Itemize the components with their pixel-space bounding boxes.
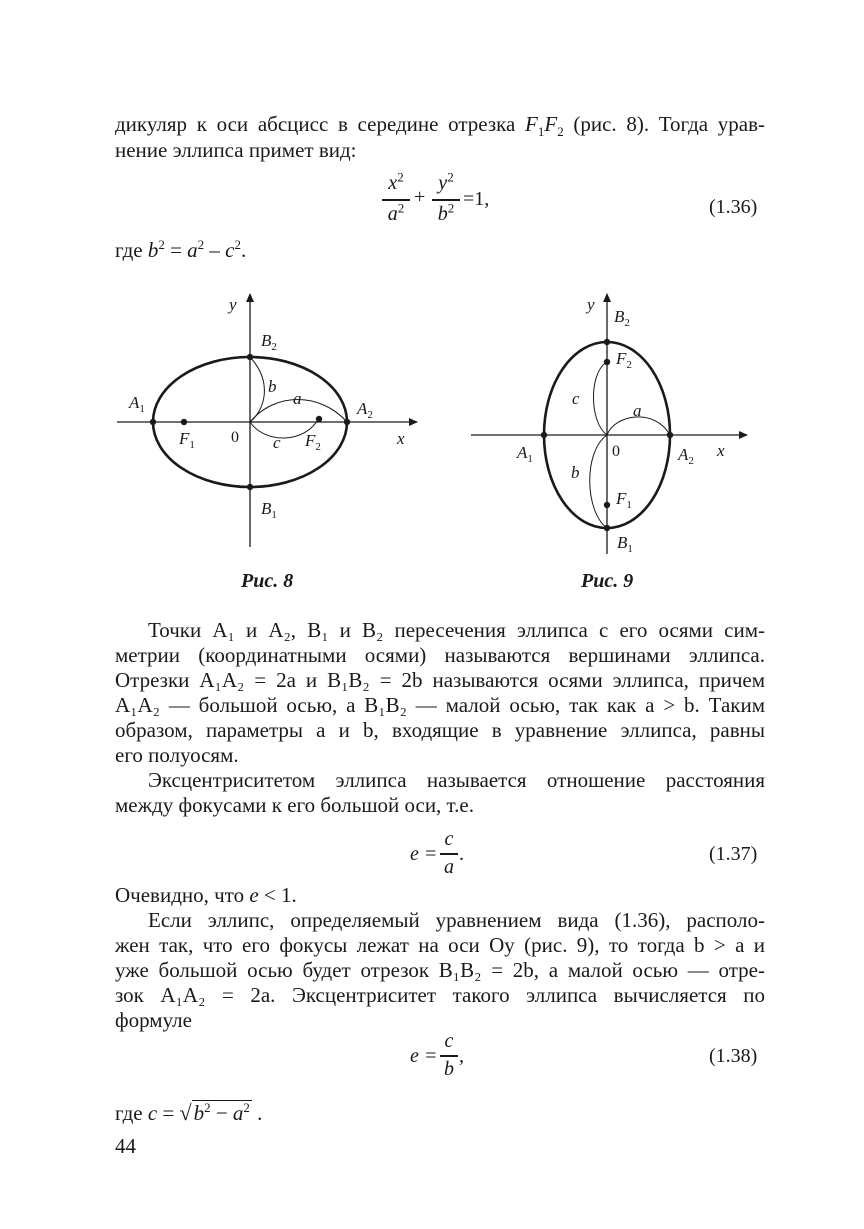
point-B2 xyxy=(247,354,253,360)
label-origin: 0 xyxy=(231,429,239,446)
eq-lhs: e = xyxy=(410,1045,438,1067)
equation-number: (1.36) xyxy=(709,196,758,218)
point-A1 xyxy=(541,432,547,438)
page-number: 44 xyxy=(115,1134,136,1158)
label-F2: $F_2$ xyxy=(305,431,321,453)
paragraph-line: A₁A₂ — большой осью, а B₁B₂ — малой осью, так как a > b. Таким xyxy=(115,693,765,717)
point-F2 xyxy=(604,359,610,365)
arc-c xyxy=(594,362,608,435)
text-span: дикуляр к оси абсцисс в середине отрезка xyxy=(115,112,526,136)
equation-number: (1.37) xyxy=(709,843,758,865)
where-c-line: где $c = √b^2 - a^2$ . xyxy=(115,1100,263,1125)
label-F2: $F_2$ xyxy=(616,349,632,371)
label-x: x xyxy=(717,441,725,460)
point-A2 xyxy=(344,419,350,425)
paragraph-line xyxy=(115,112,765,140)
label-F1: $F_1$ xyxy=(179,429,195,451)
point-F1 xyxy=(181,419,187,425)
paragraph-line: между фокусами к его большой оси, т.е. xyxy=(115,793,474,817)
paragraph-line: нение эллипса примет вид: xyxy=(115,138,357,162)
label-A1: $A_1$ xyxy=(129,393,145,415)
equation-number: (1.38) xyxy=(709,1045,758,1067)
sqrt-radicand: $b^2 - a^2$ xyxy=(193,1100,250,1125)
point-A2 xyxy=(667,432,673,438)
label-B2: $B_2$ xyxy=(614,307,630,329)
label-B1: $B_1$ xyxy=(617,533,633,555)
frac-den: b xyxy=(444,1058,454,1080)
frac-num: $y^2$ xyxy=(438,169,454,194)
fraction-bar xyxy=(440,1055,458,1057)
point-B1 xyxy=(247,484,253,490)
eq-end: . xyxy=(459,843,464,865)
label-a: a xyxy=(633,401,642,420)
figure-9-caption: Рис. 9 xyxy=(581,570,634,592)
figure-9-diagram xyxy=(465,282,755,572)
paragraph-line: Если эллипс, определяемый уравнением вида (1.36), располо- xyxy=(148,908,765,932)
label-b: b xyxy=(268,377,277,396)
fraction-bar xyxy=(440,853,458,855)
frac-num: c xyxy=(444,1030,454,1052)
label-b: b xyxy=(571,463,580,482)
paragraph-line: формуле xyxy=(115,1008,192,1032)
label-A2: $A_2$ xyxy=(357,399,373,421)
frac-den: $a^2$ xyxy=(387,200,405,225)
arc-b xyxy=(590,435,607,528)
label-y: y xyxy=(587,295,595,314)
paragraph-line: метрии (координатными осями) называются вершинами эллипса. xyxy=(115,643,765,667)
label-A1: $A_1$ xyxy=(517,443,533,465)
fraction-bar xyxy=(382,199,410,201)
where-b-line: где $b^2 = a^2 - c^2$. xyxy=(115,237,247,262)
point-B2 xyxy=(604,339,610,345)
subscript: 1 xyxy=(537,124,545,140)
label-c: c xyxy=(572,389,580,408)
sqrt-sign: √ xyxy=(179,1100,192,1125)
text-span: (рис. 8). Тогда урав- xyxy=(563,112,765,136)
label-a: a xyxy=(293,389,302,408)
eq-lhs: e = xyxy=(410,843,438,865)
subscript: 2 xyxy=(557,124,564,140)
paragraph-line: уже большой осью будет отрезок B₁B₂ = 2b, а малой осью — отре- xyxy=(115,958,765,982)
label-x: x xyxy=(397,429,405,448)
figure-8-diagram xyxy=(105,282,435,552)
paragraph-line: образом, параметры a и b, входящие в уравнение эллипса, равны xyxy=(115,718,765,742)
frac-den: a xyxy=(444,856,454,878)
frac-num: c xyxy=(444,828,454,850)
paragraph-line: Отрезки A₁A₂ = 2a и B₁B₂ = 2b называются осями эллипса, причем xyxy=(115,668,765,692)
paragraph-line: жен так, что его фокусы лежат на оси Oy (рис. 9), то тогда b > a и xyxy=(115,933,765,957)
point-A1 xyxy=(150,419,156,425)
label-B1: $B_1$ xyxy=(261,499,277,521)
point-F2 xyxy=(316,416,322,422)
paragraph-line: Точки A₁ и A₂, B₁ и B₂ пересечения эллипса с его осями сим- xyxy=(148,618,765,642)
math-var: F xyxy=(525,112,538,136)
eq-end: , xyxy=(459,1045,464,1067)
label-y: y xyxy=(229,295,237,314)
paragraph-line: Эксцентриситетом эллипса называется отношение расстояния xyxy=(148,768,765,792)
paragraph-line: зок A₁A₂ = 2a. Эксцентриситет такого эллипса вычисляется по xyxy=(115,983,765,1007)
frac-num: $x^2$ xyxy=(388,169,404,194)
label-A2: $A_2$ xyxy=(678,445,694,467)
paragraph-line: его полуосям. xyxy=(115,743,239,767)
point-B1 xyxy=(604,525,610,531)
obviously-line: Очевидно, что e < 1. xyxy=(115,883,297,907)
label-c: c xyxy=(273,433,281,452)
figure-8-caption: Рис. 8 xyxy=(241,570,294,592)
equals-one: =1, xyxy=(463,188,490,210)
label-origin: 0 xyxy=(612,443,620,460)
point-F1 xyxy=(604,502,610,508)
arc-b xyxy=(250,357,264,422)
frac-den: $b^2$ xyxy=(437,200,455,225)
math-var: F xyxy=(544,112,558,136)
label-F1: $F_1$ xyxy=(616,489,632,511)
plus-sign: + xyxy=(414,186,426,208)
label-B2: $B_2$ xyxy=(261,331,277,353)
fraction-bar xyxy=(432,199,460,201)
